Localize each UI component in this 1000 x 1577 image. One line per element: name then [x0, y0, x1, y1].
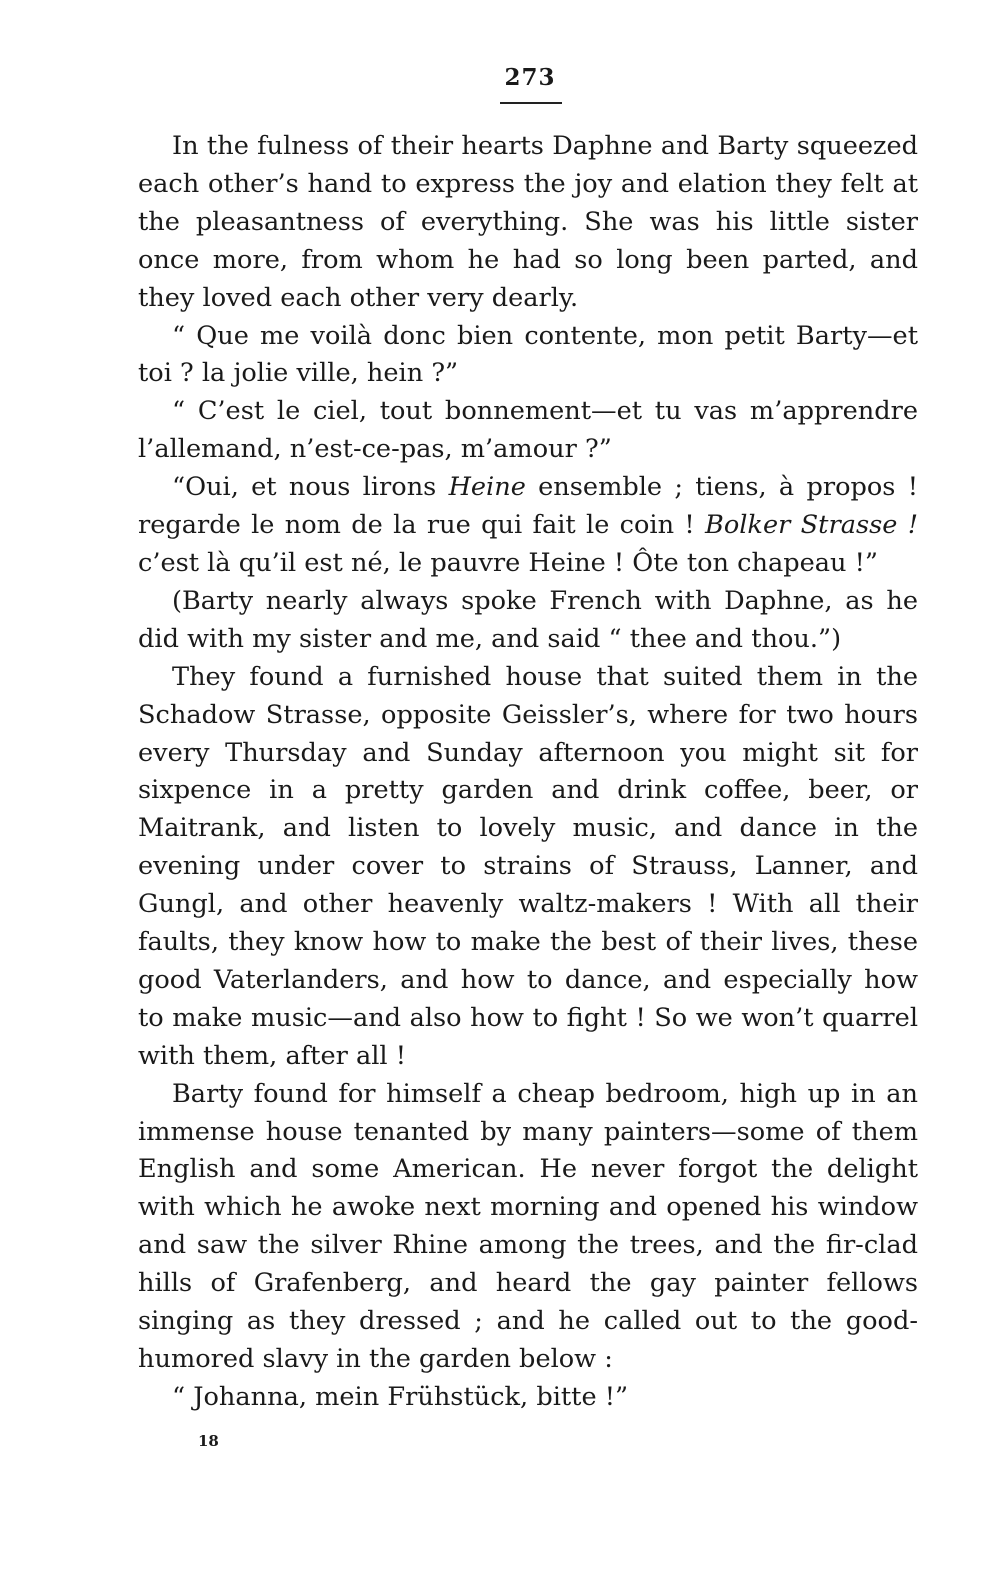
page-number: 273 [504, 64, 556, 91]
paragraph: “ C’est le ciel, tout bonnement—et tu vas m’apprendre l’allemand, n’est-ce-pas, m’amour ?” [138, 396, 918, 465]
italic-text: Heine [448, 472, 526, 503]
body-text [138, 128, 918, 1417]
header-rule [500, 102, 562, 104]
signature-mark: 18 [198, 1432, 219, 1450]
paragraph: “ Johanna, mein Frühstück, bitte !” [172, 1381, 629, 1412]
paragraph: They found a furnished house that suited them in the Schadow Strasse, opposite Geissler’s, where for two hours every Thursday and Sunday afternoon you might sit for sixpence in a pretty garden and drink coffee, beer, or Maitrank, and listen to lovely music, and dance in the evening under cover to strains of Strauss, Lanner, and Gungl, and other heavenly waltz-makers ! With all their faults, they know how to make the best of their lives, these good Vaterlanders, and how to dance, and especially how to make music—and also how to fight ! So we won’t quarrel with them, after all ! [138, 661, 918, 1071]
paragraph: Barty found for himself a cheap bedroom, high up in an immense house tenanted by many painters—some of them English and some American. He never forgot the delight with which he awoke next morning and opened his window and saw the silver Rhine among the trees, and the fir-clad hills of Grafenberg, and heard the gay painter fellows singing as they dressed ; and he called out to the good-humored slavy in the garden below : [138, 1078, 918, 1374]
text-run: c’est là qu’il est né, le pauvre Heine ! Ôte ton chapeau !” [138, 547, 878, 578]
italic-text: Bolker Strasse ! [705, 510, 918, 541]
paragraph: “ Que me voilà donc bien contente, mon petit Barty—et toi ? la jolie ville, hein ?” [138, 320, 918, 389]
paragraph: (Barty nearly always spoke French with Daphne, as he did with my sister and me, and said “ thee and thou.”) [138, 585, 918, 654]
text-run: “Oui, et nous lirons [172, 472, 449, 503]
text-run: ensemble ; tiens, à propos ! regarde le nom de la rue qui fait le coin ! [138, 472, 918, 541]
paragraph: In the fulness of their hearts Daphne and Barty squeezed each other’s hand to express the joy and elation they felt at the pleasantness of everything. She was his little sister once more, from whom he had so long been parted, and they loved each other very dearly. [138, 131, 918, 313]
paragraph [138, 469, 918, 583]
